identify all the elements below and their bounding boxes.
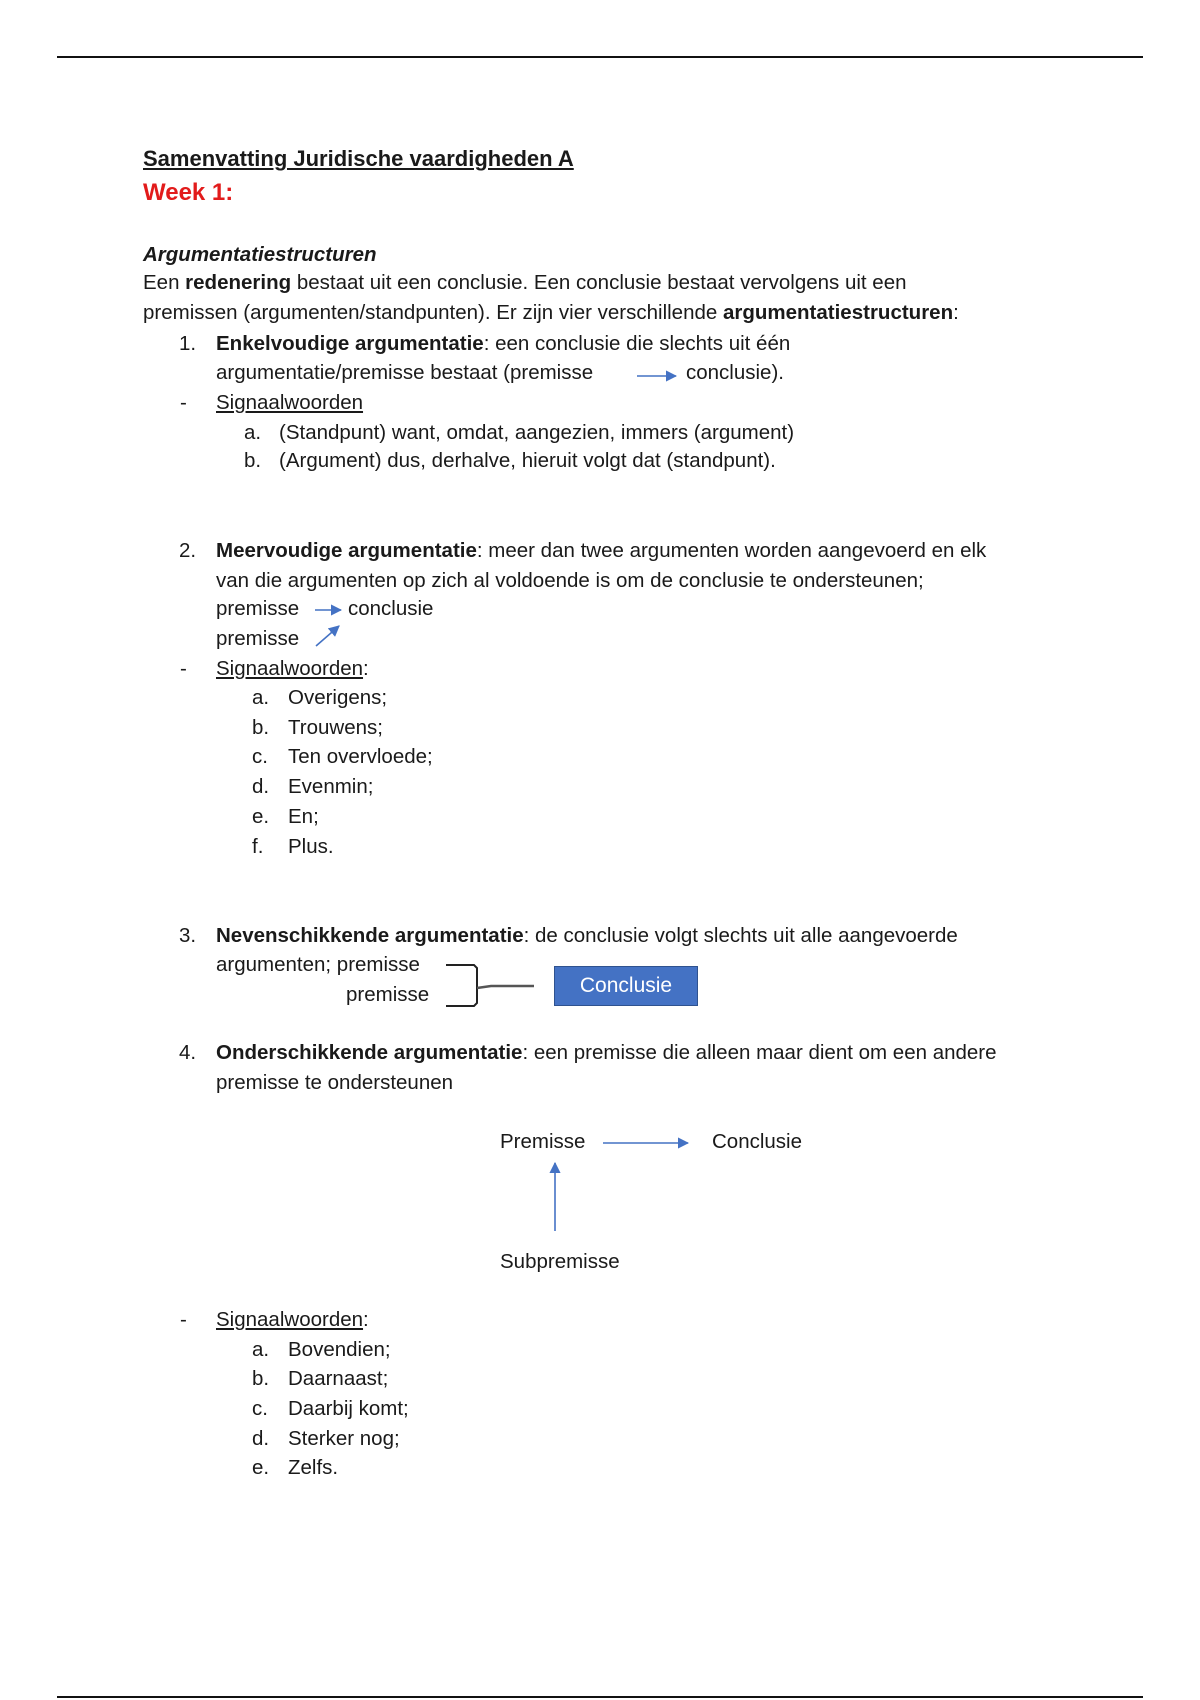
s4-item-a: Bovendien; [288, 1338, 391, 1361]
s2-item-e: En; [288, 805, 319, 828]
s4-letter-c: c. [252, 1397, 268, 1420]
intro-line-1: Een redenering bestaat uit een conclusie. Een conclusie bestaat vervolgens uit een [143, 271, 907, 294]
s4-item-b: Daarnaast; [288, 1367, 389, 1390]
conclusion-box: Conclusie [554, 966, 698, 1006]
s1-line-2a: argumentatie/premisse bestaat (premisse [216, 361, 594, 384]
s1-item-a: (Standpunt) want, omdat, aangezien, immers (argument) [279, 421, 795, 444]
s4-line-2: premisse te ondersteunen [216, 1071, 454, 1094]
s2-line-1: Meervoudige argumentatie: meer dan twee argumenten worden aangevoerd en elk [216, 539, 987, 562]
s2-letter-d: d. [252, 775, 270, 798]
intro-line-2: premissen (argumenten/standpunten). Er zijn vier verschillende argumentatiestructuren: [143, 301, 959, 324]
s1-letter-b: b. [244, 449, 262, 472]
s2-dash: - [180, 657, 187, 680]
s1-signal-words: Signaalwoorden [216, 391, 364, 414]
list-number-2: 2. [179, 539, 197, 562]
diagram-premise: Premisse [500, 1130, 586, 1153]
s4-line-1: Onderschikkende argumentatie: een premisse die alleen maar dient om een andere [216, 1041, 997, 1064]
s1-dash: - [180, 391, 187, 414]
s2-arrow-diagonal-icon [316, 626, 339, 646]
s2-letter-a: a. [252, 686, 270, 709]
s2-premise-2: premisse [216, 627, 300, 650]
s2-letter-c: c. [252, 745, 268, 768]
s2-line-2: van die argumenten op zich al voldoende is om de conclusie te ondersteunen; [216, 569, 924, 592]
s1-item-b: (Argument) dus, derhalve, hieruit volgt dat (standpunt). [279, 449, 776, 472]
list-number-1: 1. [179, 332, 197, 355]
s2-item-b: Trouwens; [288, 716, 383, 739]
list-number-4: 4. [179, 1041, 197, 1064]
s4-signal-line: Signaalwoorden: [216, 1308, 369, 1331]
s3-line-2: argumenten; premisse [216, 953, 420, 976]
s4-dash: - [180, 1308, 187, 1331]
s4-letter-b: b. [252, 1367, 270, 1390]
s4-item-d: Sterker nog; [288, 1427, 400, 1450]
diagram-subpremise: Subpremisse [500, 1250, 620, 1273]
s4-item-c: Daarbij komt; [288, 1397, 409, 1420]
s2-conclusion: conclusie [348, 597, 434, 620]
s3-bracket-icon [446, 965, 534, 1006]
s2-premise-1: premisse [216, 597, 300, 620]
document-title: Samenvatting Juridische vaardigheden A [143, 146, 574, 171]
s4-letter-e: e. [252, 1456, 270, 1479]
s2-letter-e: e. [252, 805, 270, 828]
s4-item-e: Zelfs. [288, 1456, 339, 1479]
s3-premise-2: premisse [346, 983, 430, 1006]
s2-signal-line: Signaalwoorden: [216, 657, 369, 680]
list-number-3: 3. [179, 924, 197, 947]
s2-item-f: Plus. [288, 835, 334, 858]
s2-letter-f: f. [252, 835, 264, 858]
s2-letter-b: b. [252, 716, 270, 739]
s3-line-1: Nevenschikkende argumentatie: de conclusie volgt slechts uit alle aangevoerde [216, 924, 958, 947]
s1-line-1: Enkelvoudige argumentatie: een conclusie die slechts uit één [216, 332, 791, 355]
week-heading: Week 1: [143, 179, 234, 206]
s4-letter-d: d. [252, 1427, 270, 1450]
s1-letter-a: a. [244, 421, 262, 444]
s2-item-d: Evenmin; [288, 775, 374, 798]
section-heading: Argumentatiestructuren [143, 243, 377, 266]
diagram-conclusion: Conclusie [712, 1130, 803, 1153]
s2-item-c: Ten overvloede; [288, 745, 433, 768]
s1-line-2b: conclusie). [686, 361, 784, 384]
s4-letter-a: a. [252, 1338, 270, 1361]
s2-item-a: Overigens; [288, 686, 388, 709]
